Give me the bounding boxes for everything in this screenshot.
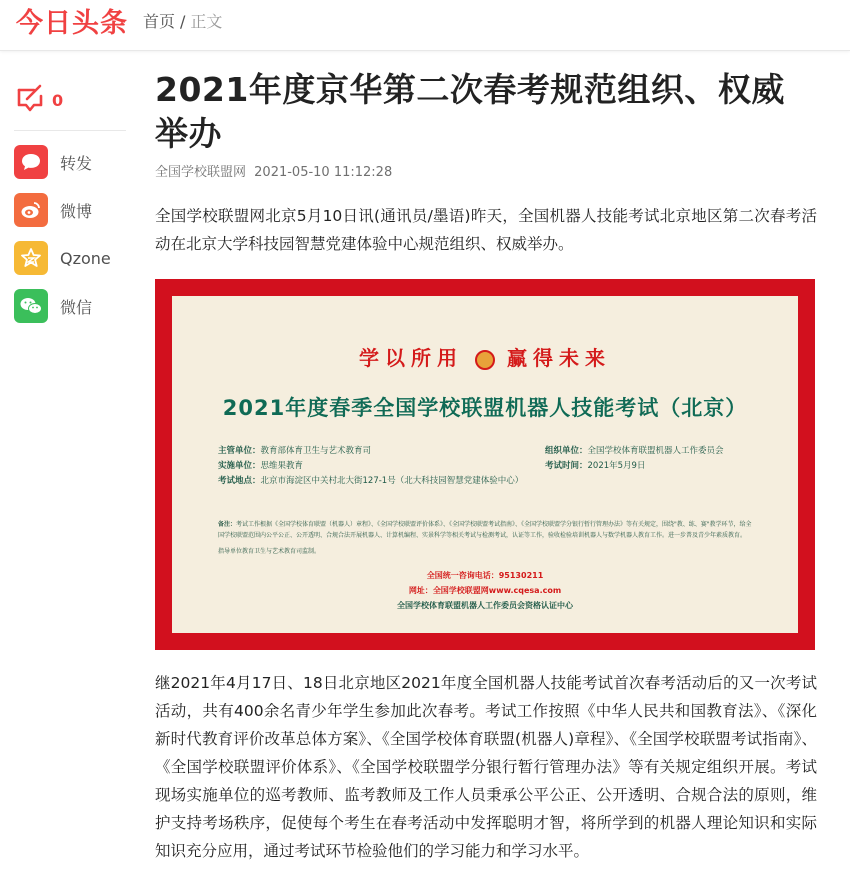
poster-issuer-text: 全国学校体育联盟机器人工作委员会资格认证中心 — [397, 601, 573, 610]
breadcrumb-home[interactable]: 首页 — [143, 12, 176, 31]
poster-title: 2021年度春季全国学校联盟机器人技能考试（北京） — [222, 396, 748, 420]
article-source[interactable]: 全国学校联盟网 — [155, 165, 247, 180]
share-label-weibo: 微博 — [60, 201, 93, 221]
article-meta — [155, 164, 817, 182]
poster-slogan-left: 学以所用 — [359, 346, 463, 370]
poster-org-label: 组织单位： — [545, 446, 588, 456]
share-label-repost: 转发 — [60, 153, 93, 173]
breadcrumb-separator: / — [180, 12, 186, 31]
wechat-icon — [14, 289, 48, 323]
poster-org: 全国学校体育联盟机器人工作委员会 — [587, 446, 724, 456]
poster-place: 北京市海淀区中关村北大街127-1号（北大科技园智慧党建体验中心） — [260, 476, 524, 486]
poster-site-url: 全国学校联盟网www.cqesa.com — [432, 586, 562, 595]
share-weibo[interactable] — [14, 193, 126, 227]
share-label-wechat: 微信 — [60, 297, 93, 317]
share-qzone[interactable] — [14, 241, 126, 275]
poster-note — [218, 519, 754, 557]
poster-emblem-icon — [475, 350, 495, 370]
poster-date-label: 考试时间： — [545, 461, 588, 471]
breadcrumb-current: 正文 — [190, 12, 223, 31]
poster-note-2: 指导单位教育卫生与艺术教育司监制。 — [218, 548, 321, 555]
share-repost[interactable] — [14, 145, 126, 179]
poster-info-right — [545, 444, 724, 474]
article-paragraph-1: 全国学校联盟网北京5月10日讯(通讯员/墨语)昨天，全国机器人技能考试北京地区第二次春考活动在北京大学科技园智慧党建体验中心规范组织、权威举办。 — [155, 207, 817, 253]
poster-place-label: 考试地点： — [218, 476, 261, 486]
poster-hotline-label: 全国统一咨询电话： — [426, 571, 499, 580]
share-sidebar — [14, 80, 126, 337]
article-paragraph-2: 继2021年4月17日、18日北京地区2021年度全国机器人技能考试首次春考活动后的又一次考试活动，共有400余名青少年学生参加此次春考。考试工作按照《中华人民共和国教育法》、《深化新时代教育评价改革总体方案》、《全国学校体育联盟(机器人)章程》、《全国学校联盟考试指南》、《全国学校联盟评价体系》、《全国学校联盟学分银行暂行管理办法》等有关规定组织开展。考试现场实施单位的巡考教师、监考教师及工作人员秉承公平公正、公开透明、合规合法的原则，维护支持考场秩序，促使每个考生在春考活动中发挥聪明才智，将所学到的机器人理论知识和实际知识充分应用，通过考试环节检验他们的学习能力和学习水平。 — [155, 674, 817, 860]
poster-slogan — [172, 342, 798, 371]
breadcrumb — [143, 12, 222, 32]
poster-info-left — [218, 444, 523, 489]
weibo-icon — [14, 193, 48, 227]
comment-icon — [14, 82, 46, 118]
share-wechat[interactable] — [14, 289, 126, 323]
repost-icon — [14, 145, 48, 179]
poster-panel — [172, 296, 798, 633]
poster-note-text: 考试工作根据《全国学校体育联盟（机器人）章程》、《全国学校联盟评价体系》、《全国学校联盟考试指南》、《全国学校联盟学分银行暂行管理办法》等有关规定，围绕"教、练、赛"教学环节，给全国学校联盟范围内公平公正、公开透明、合规合法开展机器人、计算机编程、实景科学等相关考试与检测考试，认证等工作，验收检验培训机器人与数学机器人教育工作。进一步普及青少年素质教育。 — [218, 521, 752, 539]
poster-note-label: 备注： — [218, 521, 237, 528]
poster-hotline — [172, 569, 798, 582]
poster-impl: 思维果教育 — [260, 461, 304, 471]
article-image-poster — [155, 279, 815, 650]
top-bar — [0, 0, 850, 51]
poster-site — [172, 584, 798, 597]
poster-host-label: 主管单位： — [218, 446, 261, 456]
poster-host: 教育部体育卫生与艺术教育司 — [260, 446, 372, 456]
comment-button[interactable] — [14, 80, 126, 131]
poster-slogan-right: 赢得未来 — [507, 346, 611, 370]
comment-count: 0 — [52, 90, 64, 110]
poster-date: 2021年5月9日 — [587, 461, 646, 471]
poster-site-label: 网址： — [408, 586, 433, 595]
poster-hotline-number: 95130211 — [498, 571, 544, 580]
article — [155, 68, 817, 865]
qzone-icon — [14, 241, 48, 275]
article-title: 2021年度京华第二次春考规范组织、权威举办 — [155, 70, 785, 153]
poster-impl-label: 实施单位： — [218, 461, 261, 471]
article-time: 2021-05-10 11:12:28 — [254, 165, 393, 180]
toutiao-logo[interactable]: 今日头条 — [16, 8, 128, 39]
poster-issuer — [172, 599, 798, 612]
share-label-qzone: Qzone — [60, 248, 111, 268]
